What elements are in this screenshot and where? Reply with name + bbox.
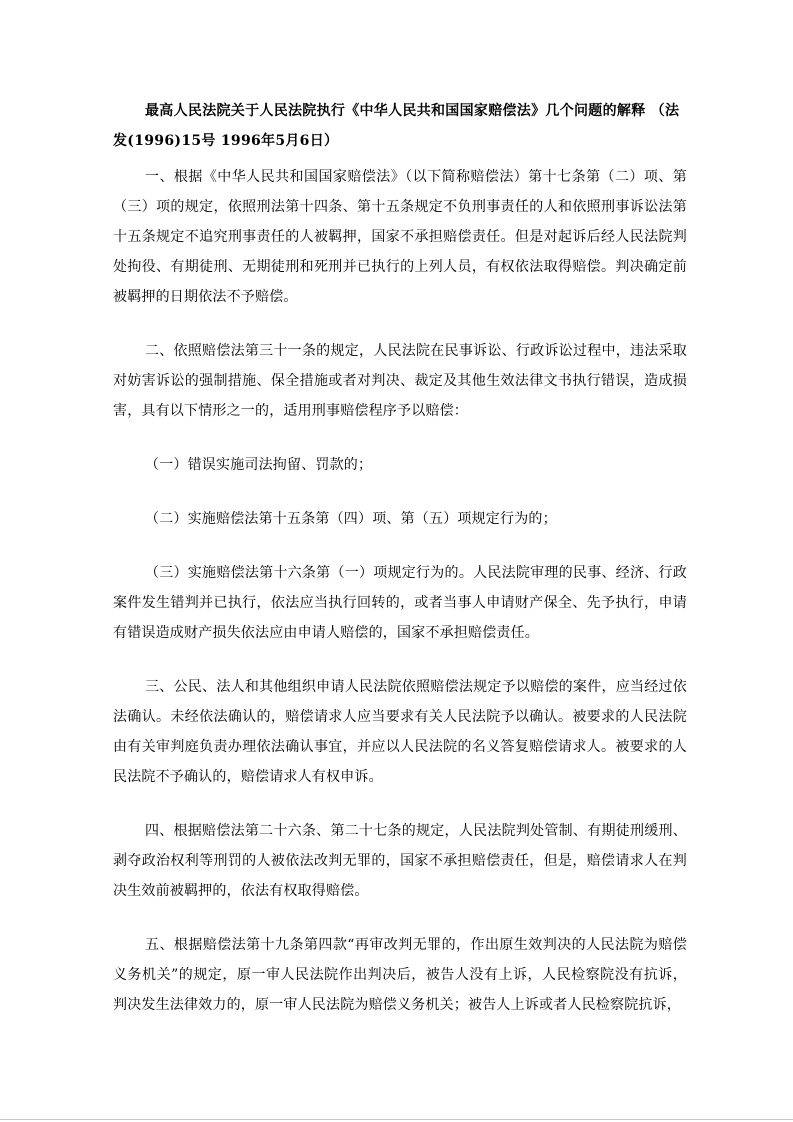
document-title: 最高人民法院关于人民法院执行《中华人民共和国国家赔偿法》几个问题的解释 （法发(1996)15号 1996年5月6日） <box>113 103 680 149</box>
paragraph-item-1: （一）错误实施司法拘留、罚款的； <box>145 457 373 473</box>
paragraph-item-2: （二）实施赔偿法第十五条第（四）项、第（五）项规定行为的； <box>145 511 557 527</box>
paragraph-1: 一、根据《中华人民共和国国家赔偿法》（以下简称赔偿法）第十七条第（二）项、第（三）项的规定，依照刑法第十四条、第十五条规定不负刑事责任的人和依照刑事诉讼法第十五条规定不追究刑事责任的人被羁押，国家不承担赔偿责任。但是对起诉后经人民法院判处拘役、有期徒刑、无期徒刑和死刑并已执行的上列人员，有权依法取得赔偿。判决确定前被羁押的日期依法不予赔偿。 <box>113 169 687 305</box>
paragraph-item-3: （三）实施赔偿法第十六条第（一）项规定行为的。人民法院审理的民事、经济、行政案件发生错判并已执行，依法应当执行回转的，或者当事人申请财产保全、先予执行，申请有错误造成财产损失依法应由申请人赔偿的，国家不承担赔偿责任。 <box>113 565 687 641</box>
document-page <box>113 96 687 1044</box>
paragraph-3: 三、公民、法人和其他组织申请人民法院依照赔偿法规定予以赔偿的案件，应当经过依法确认。未经依法确认的，赔偿请求人应当要求有关人民法院予以确认。被要求的人民法院由有关审判庭负责办理依法确认事宜，并应以人民法院的名义答复赔偿请求人。被要求的人民法院不予确认的，赔偿请求人有权申诉。 <box>113 679 687 785</box>
paragraph-4: 四、根据赔偿法第二十六条、第二十七条的规定，人民法院判处管制、有期徒刑缓刑、剥夺政治权利等刑罚的人被依法改判无罪的，国家不承担赔偿责任，但是，赔偿请求人在判决生效前被羁押的，依法有权取得赔偿。 <box>113 823 687 899</box>
page-bottom-divider <box>0 1119 793 1120</box>
paragraph-5: 五、根据赔偿法第十九条第四款“再审改判无罪的，作出原生效判决的人民法院为赔偿义务机关”的规定，原一审人民法院作出判决后，被告人没有上诉，人民检察院没有抗诉，判决发生法律效力的，原一审人民法院为赔偿义务机关；被告人上诉或者人民检察院抗诉， <box>113 937 687 1013</box>
paragraph-2: 二、依照赔偿法第三十一条的规定，人民法院在民事诉讼、行政诉讼过程中，违法采取对妨害诉讼的强制措施、保全措施或者对判决、裁定及其他生效法律文书执行错误，造成损害，具有以下情形之一的，适用刑事赔偿程序予以赔偿： <box>113 343 687 419</box>
